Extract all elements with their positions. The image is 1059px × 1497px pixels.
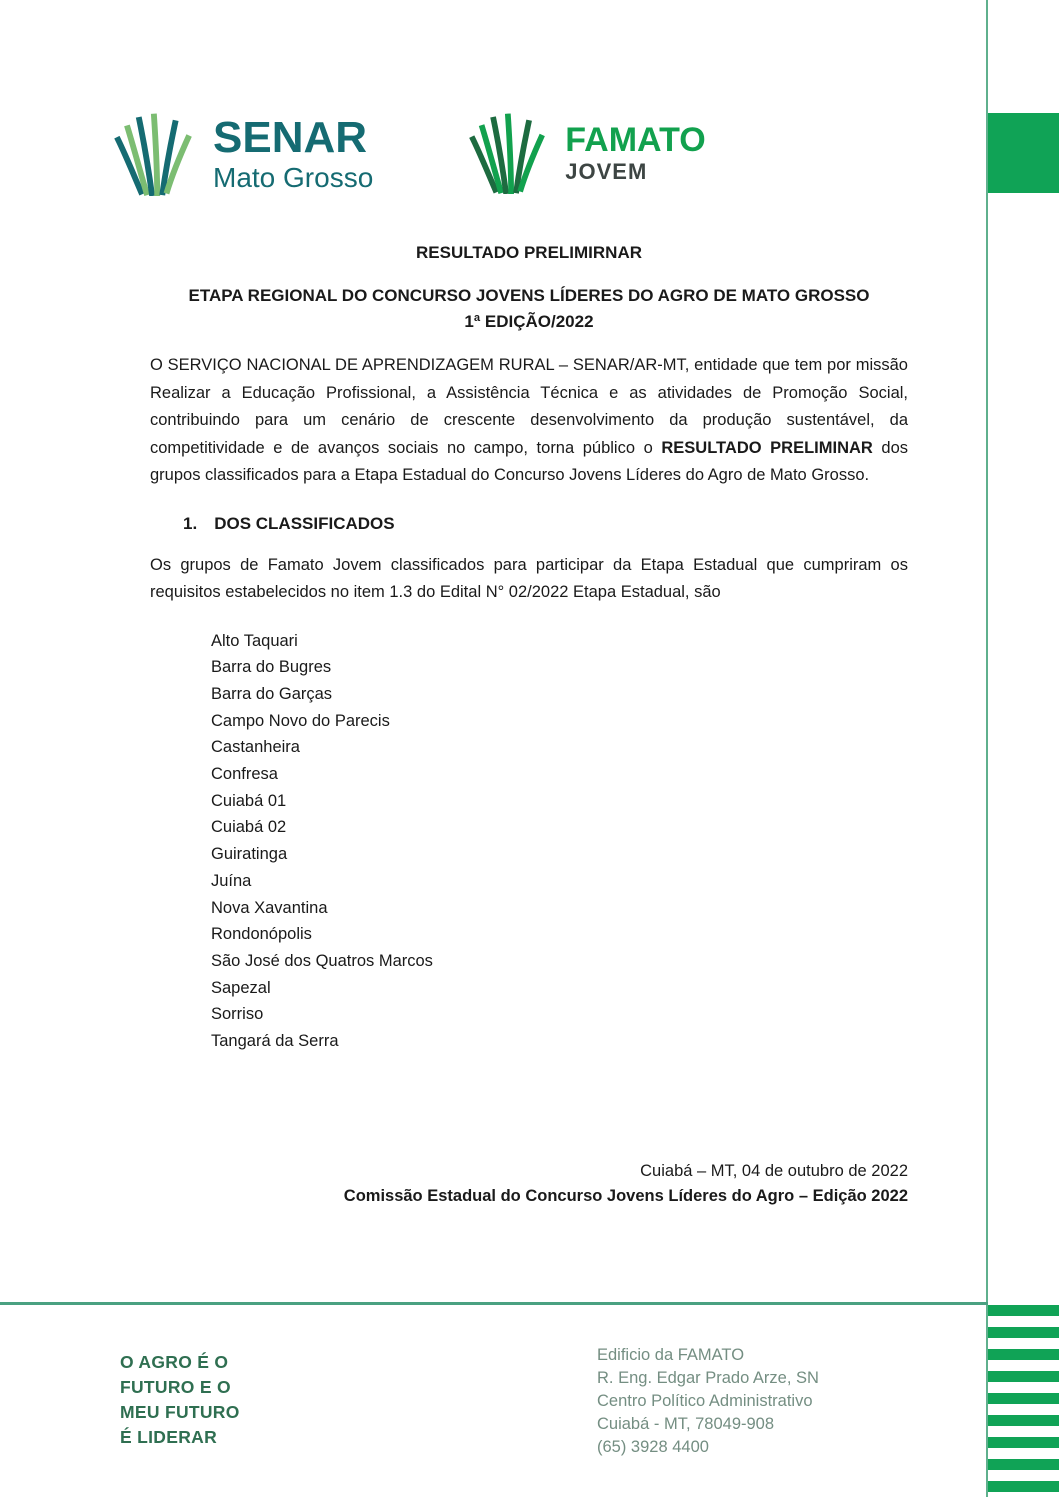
footer-slogan-line: MEU FUTURO: [120, 1402, 240, 1422]
famato-logo-subtitle: JOVEM: [565, 159, 648, 184]
footer-address-line: R. Eng. Edgar Prado Arze, SN: [597, 1369, 819, 1387]
document-subtitle: [150, 283, 908, 335]
classified-groups-list: [211, 628, 908, 1055]
document-subtitle-line2: 1ª EDIÇÃO/2022: [464, 312, 594, 331]
footer-address: [597, 1344, 819, 1459]
footer-address-line: Cuiabá - MT, 78049-908: [597, 1415, 775, 1433]
right-edge-line: [986, 0, 988, 1497]
footer-slogan-line: FUTURO E O: [120, 1377, 231, 1397]
document-subtitle-line1: ETAPA REGIONAL DO CONCURSO JOVENS LÍDERES DO AGRO DE MATO GROSSO: [188, 286, 870, 305]
section-1-label: DOS CLASSIFICADOS: [214, 513, 395, 533]
footer-slogan-line: É LIDERAR: [120, 1427, 218, 1447]
intro-text-before: O SERVIÇO NACIONAL DE APRENDIZAGEM RURAL – SENAR/AR-MT, entidade que tem por missão Realizar a Educação Profissional, a Assistência Técnica e as atividades de Promoção Social, contribuindo para um cenário de crescente desenvolvimento da produção sustentável, da competitividade e de avanços sociais no campo, torna público o: [150, 356, 908, 457]
closing-date-line: Cuiabá – MT, 04 de outubro de 2022: [640, 1161, 908, 1180]
top-right-green-square: [988, 113, 1059, 193]
classified-group-item: Nova Xavantina: [211, 898, 328, 917]
classified-group-item: Castanheira: [211, 738, 300, 757]
classified-group-item: Campo Novo do Parecis: [211, 711, 390, 730]
document-title: RESULTADO PRELIMIRNAR: [415, 243, 643, 262]
classified-group-item: Sorriso: [211, 1005, 264, 1024]
classified-group-item: Guiratinga: [211, 845, 288, 864]
classified-group-item: Cuiabá 02: [211, 818, 287, 837]
classified-group-item: Tangará da Serra: [211, 1032, 339, 1051]
footer-address-line: (65) 3928 4400: [597, 1438, 709, 1456]
footer-divider-line: [0, 1302, 988, 1305]
famato-logo-name: FAMATO: [565, 121, 706, 159]
section-1-intro-paragraph: Os grupos de Famato Jovem classificados para participar da Etapa Estadual que cumpriram os requisitos estabelecidos no item 1.3 do Edital N° 02/2022 Etapa Estadual, são: [150, 555, 908, 601]
classified-group-item: Barra do Garças: [211, 684, 333, 703]
footer-address-line: Edificio da FAMATO: [597, 1346, 745, 1364]
classified-group-item: Barra do Bugres: [211, 658, 332, 677]
intro-text-after: dos grupos classificados para a Etapa Estadual do Concurso Jovens Líderes do Agro de Mato Grosso.: [150, 438, 909, 484]
classified-group-item: Sapezal: [211, 978, 271, 997]
classified-group-item: Alto Taquari: [211, 631, 298, 650]
classified-group-item: Confresa: [211, 765, 278, 784]
classified-group-item: São José dos Quatros Marcos: [211, 951, 433, 970]
footer-slogan-line: O AGRO É O: [120, 1352, 229, 1372]
intro-bold-result: RESULTADO PRELIMINAR: [661, 438, 873, 457]
classified-group-item: Juína: [211, 871, 252, 890]
document-body: [150, 0, 908, 1209]
senar-logo-subtitle: Mato Grosso: [213, 162, 374, 193]
bottom-right-stripes: [988, 1305, 1059, 1497]
classified-group-item: Rondonópolis: [211, 925, 312, 944]
intro-paragraph: [150, 352, 908, 490]
section-1-number: 1.: [183, 513, 198, 533]
footer-address-line: Centro Político Administrativo: [597, 1392, 813, 1410]
closing-commission-line: Comissão Estadual do Concurso Jovens Líderes do Agro – Edição 2022: [343, 1186, 908, 1205]
closing-block: [150, 1159, 908, 1209]
senar-logo-name: SENAR: [213, 113, 368, 162]
section-1-heading: [150, 514, 908, 534]
footer-slogan: [120, 1350, 240, 1450]
classified-group-item: Cuiabá 01: [211, 791, 287, 810]
